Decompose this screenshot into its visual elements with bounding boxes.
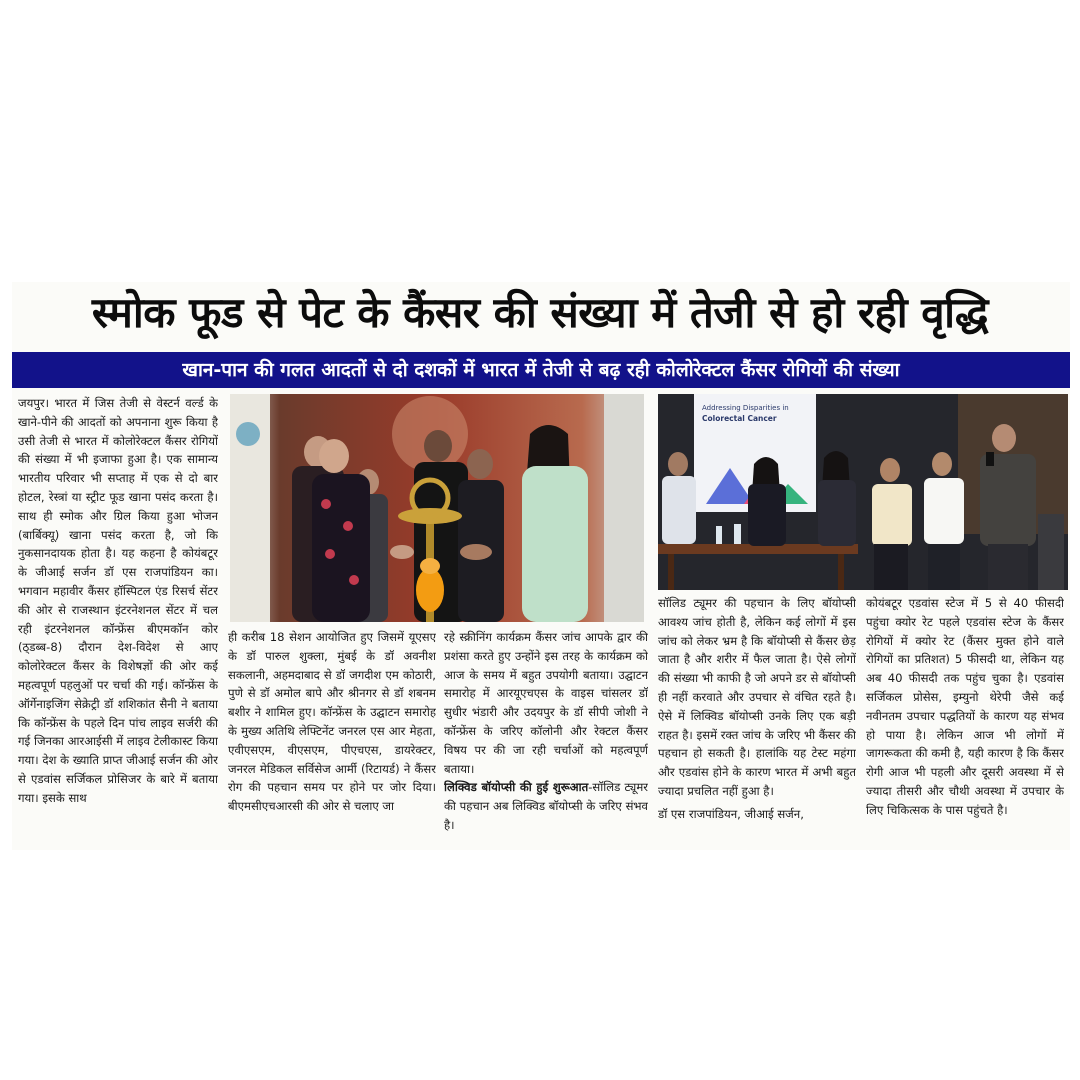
article-column-5 [866, 594, 1064, 848]
banner-line-2: Colorectal Cancer [702, 414, 777, 423]
column-4-text: सॉलिड ट्यूमर की पहचान के लिए बॉयोप्सी आवश्य जांच होती है, लेकिन कई लोगों में इस जांच को लेकर भ्रम है कि बॉयोप्सी से कैंसर छेड़ जाता है और शरीर में फैल जाता है। ऐसे लोगों की संख्या भी काफी है जो अपने डर से बॉयोप्सी ही नहीं करवाते और उपचार से वंचित रहते है। ऐसे में लिक्विड बॉयोप्सी उनके लिए एक बड़ी राहत है। इसमें रक्त जांच के जरिए भी कैंसर की पहचान हो सकती है। हालांकि यह टेस्ट महंगा और एडवांस होने के कारण भारत में अभी बहुत ज्यादा प्रचलित नहीं हुआ है। [658, 596, 856, 798]
subheadline-band: खान-पान की गलत आदतों से दो दशकों में भारत में तेजी से बढ़ रही कोलोरेक्टल कैंसर रोगियों की संख्या [12, 352, 1070, 388]
column-2-text: ही करीब 18 सेशन आयोजित हुए जिसमें यूएसए के डॉ पारुल शुक्ला, मुंबई के डॉ अवनीश सकलानी, अहमदाबाद से डॉ जगदीश एम कोठारी, पुणे से डॉ अमोल बापे और श्रीनगर से डॉ शबनम बशीर ने शामिल हुए। कॉन्फ्रेंस के उद्घाटन समारोह के मुख्य अतिथि लेफ्टिनेंट जनरल एस आर मेहता, एवीएसएम, वीएसएम, पीएचएस, डायरेक्टर, जनरल मेडिकल सर्विसेज आर्मी (रिटायर्ड) ने कैंसर रोग की पहचान समय पर होने पर जोर दिया। बीएमसीएचआरसी की ओर से चलाए जा [228, 630, 436, 814]
article-column-3 [444, 628, 648, 848]
article-column-1 [18, 394, 218, 848]
column-1-text: जयपुर। भारत में जिस तेजी से वेस्टर्न वर्ल्ड के खाने-पीने की आदतों को अपनाना शुरू किया है उसी तेजी से भारत में कोलोरेक्टल कैंसर रोगियों की संख्या में भी इजाफा हुआ है। एक सामान्य भारतीय परिवार भी सप्ताह में एक से दो बार होटल, रेस्त्रां या स्ट्रीट फूड खाना पसंद करता है। साथ ही स्मोक और ग्रिल किया हुआ भोजन (बार्बिक्यू) खाना पसंद करता है, जो कि नुकसानदायक होता है। यह कहना है कोयंबटूर के जीआई सर्जन डॉ एस राजपांडियन का। भगवान महावीर कैंसर हॉस्पिटल एंड रिसर्च सेंटर की ओर से राजस्थान इंटरनेशनल सेंटर में चल रही इंटरनेशनल कॉन्फ्रेंस बीएमकॉन कोर (ठ्डब्ब-8) दौरान देश-विदेश से आए कोलोरेक्टल कैंसर के विशेषज्ञों की ओर कई महत्वपूर्ण पहलुओं पर चर्चा की गई। कॉन्फ्रेंस के ऑर्गेनाइजिंग सेक्रेट्री डॉ शशिकांत सैनी ने बताया कि कॉन्फ्रेंस के पहले दिन पांच लाइव सर्जरी की गई जिनका आरआईसी में लाइव टेलीकास्ट किया गया। देश के ख्याति प्राप्त जीआई सर्जन की ओर से एडवांस सर्जिकल प्रोसिजर के बारे में बताया गया। इसके साथ [18, 396, 218, 805]
panel-discussion-photo [658, 394, 1068, 590]
lamp-lighting-photo [230, 394, 644, 622]
column-5-text: कोयंबटूर एडवांस स्टेज में 5 से 40 फीसदी पहुंचा क्योर रेट पहले एडवांस स्टेज के कैंसर रोगियों में क्योर रेट (कैंसर मुक्त होने वाले रोगियों का प्रतिशत) 5 फीसदी था, लेकिन यह अब 40 फीसदी तक पहुंच चुका है। एडवांस सर्जिकल प्रोसेस, इम्युनो थेरेपी जैसे कई नवीनतम उपचार पद्धतियों के कारण यह संभव हो पाया है। लेकिन आज भी लोगों में जागरूकता की कमी है, यही कारण है कि कैंसर रोगी आज भी पहली और दूसरी अवस्था में से ज्यादा तीसरी और चौथी अवस्था में उपचार के लिए चिकित्सक के पास पहुंचते है। [866, 596, 1064, 817]
banner-line-1: Addressing Disparities in [702, 404, 789, 412]
column-3-text: रहे स्क्रीनिंग कार्यक्रम कैंसर जांच आपके द्वार की प्रशंसा करते हुए उन्होंने इस तरह के कार्यक्रम को आज के समय में बहुत उपयोगी बताया। उद्घाटन समारोह में आरयूएचएस के वाइस चांसलर डॉ सुधीर भंडारी और उदयपुर के डॉ सीपी जोशी ने कॉन्फ्रेंस के जरिए कॉलोनी और रेक्टल कैंसर विषय पर की जा रही चर्चाओं को महत्वपूर्ण बताया। [444, 630, 648, 776]
doctor-byline: डॉ एस राजपांडियन, जीआई सर्जन, [658, 806, 804, 821]
panel-discussion-illustration [658, 394, 1068, 590]
article-column-2 [228, 628, 436, 848]
liquid-biopsy-subheading: लिक्विड बॉयोप्सी की हुई शुरूआत [444, 780, 589, 795]
article-column-4 [658, 594, 856, 848]
column-3-after-text: -सॉलिड ट्यूमर की पहचान अब लिक्विड बॉयोप्सी के जरिए संभव है। [444, 780, 648, 832]
headline: स्मोक फूड से पेट के कैंसर की संख्या में तेजी से हो रही वृद्धि [91, 288, 989, 337]
newspaper-clipping [12, 282, 1070, 850]
lamp-lighting-illustration [230, 394, 644, 622]
